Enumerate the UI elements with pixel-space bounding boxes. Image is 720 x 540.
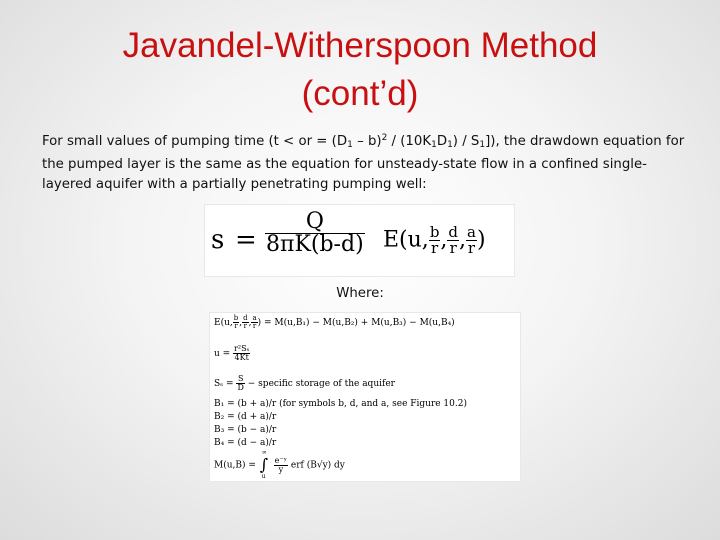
intro-sup-1: 2 (381, 133, 388, 143)
eq-frac1-den: r (431, 239, 439, 257)
intro-paragraph (42, 128, 692, 195)
title-line-1: Javandel-Witherspoon Method (122, 26, 598, 65)
intro-text-5: ]), the drawdown equation for the pumped layer is the same as the equation for unsteady-state flow in a confined single-layered aquifer with a partially penetrating pumping well: (42, 134, 685, 192)
eq-frac2-den: r (449, 239, 457, 257)
def-ss-lhs: Sₛ = (214, 379, 234, 389)
def-e-f1d: r (234, 322, 238, 330)
eq-frac (265, 211, 365, 256)
definitions-equation-image (209, 312, 521, 482)
def-b1-row: B₁ = (b + a)/r (for symbols b, d, and a, see Figure 10.2) (214, 399, 467, 409)
intro-sub-2: 1 (431, 140, 437, 150)
intro-text-1: For small values of pumping time (t < or = (D (42, 134, 348, 149)
eq-frac3-num: a (467, 223, 476, 241)
def-e-f1n: b (233, 314, 239, 322)
def-b2-row: B₂ = (d + a)/r (214, 412, 277, 422)
def-m-int-sign: ∫ (259, 455, 269, 474)
eq-function: E(u, $\frac{b}{r}$ , $\frac{d}{r}$ , $\frac{a}{r}$ ) (383, 223, 486, 257)
eq-frac1-num: b (429, 223, 440, 241)
def-m-den: y (278, 464, 284, 474)
def-e-rhs: ) = M(u,B₁) − M(u,B₂) + M(u,B₃) − M(u,B₄) (257, 318, 455, 328)
def-ss-den: D (237, 383, 244, 392)
def-e-f2d: r (243, 322, 248, 330)
eq-frac3-den: r (467, 239, 476, 257)
def-u-den: 4Kt (234, 353, 249, 362)
def-m-integral (259, 449, 271, 480)
def-e-row: E(u, $\frac{b}{r}$ , $\frac{d}{r}$ , $\frac{a}{r}$ ) = M(u,B₁) − M(u,B₂) + M(u,B₃) − M(u,B₄) (214, 314, 455, 330)
intro-sub-3: 1 (447, 140, 453, 150)
def-m-int-bot: u (261, 473, 266, 480)
eq-numerator: Q (265, 211, 365, 234)
eq-denominator: 8πK(b-d) (266, 232, 364, 257)
intro-text-3: / (10K (387, 134, 432, 149)
def-ss-desc: − specific storage of the aquifer (247, 379, 395, 389)
def-m-row (214, 449, 345, 480)
eq-frac2-num: d (448, 223, 459, 241)
def-e-f3d: r (252, 322, 257, 330)
title-line-2: (cont’d) (301, 74, 419, 113)
def-b3-row: B₃ = (b − a)/r (214, 425, 277, 435)
def-ss-num: S (237, 374, 244, 383)
def-b4-row: B₄ = (d − a)/r (214, 438, 277, 448)
intro-text-3b: D (436, 134, 448, 149)
def-m-rhs: erf (B√y) dy (290, 460, 345, 471)
def-u-num: r²Sₛ (234, 344, 250, 353)
eq-equals: = (235, 225, 257, 255)
intro-sub-1: 1 (347, 140, 353, 150)
def-e-lhs: E(u, (214, 318, 233, 328)
slide-title (0, 22, 720, 118)
intro-text-2: – b) (352, 134, 382, 149)
def-u-lhs: u = (214, 349, 231, 359)
intro-sub-4: 1 (479, 140, 486, 150)
def-ss-row (214, 375, 395, 392)
where-label: Where: (336, 286, 384, 301)
def-e-f2n: d (243, 314, 248, 322)
def-m-lhs: M(u,B) = (214, 460, 256, 471)
eq-func-name: E(u, (383, 227, 429, 253)
def-e-f3n: a (252, 314, 257, 322)
drawdown-equation-image (204, 204, 515, 277)
intro-text-4: ) / S (452, 134, 480, 149)
eq-lhs: s (211, 225, 225, 255)
eq-close-paren: ) (476, 227, 486, 253)
def-u-row (214, 345, 250, 362)
def-m-int-top: ∞ (261, 449, 267, 456)
def-m-num: e⁻ʸ (274, 455, 288, 465)
